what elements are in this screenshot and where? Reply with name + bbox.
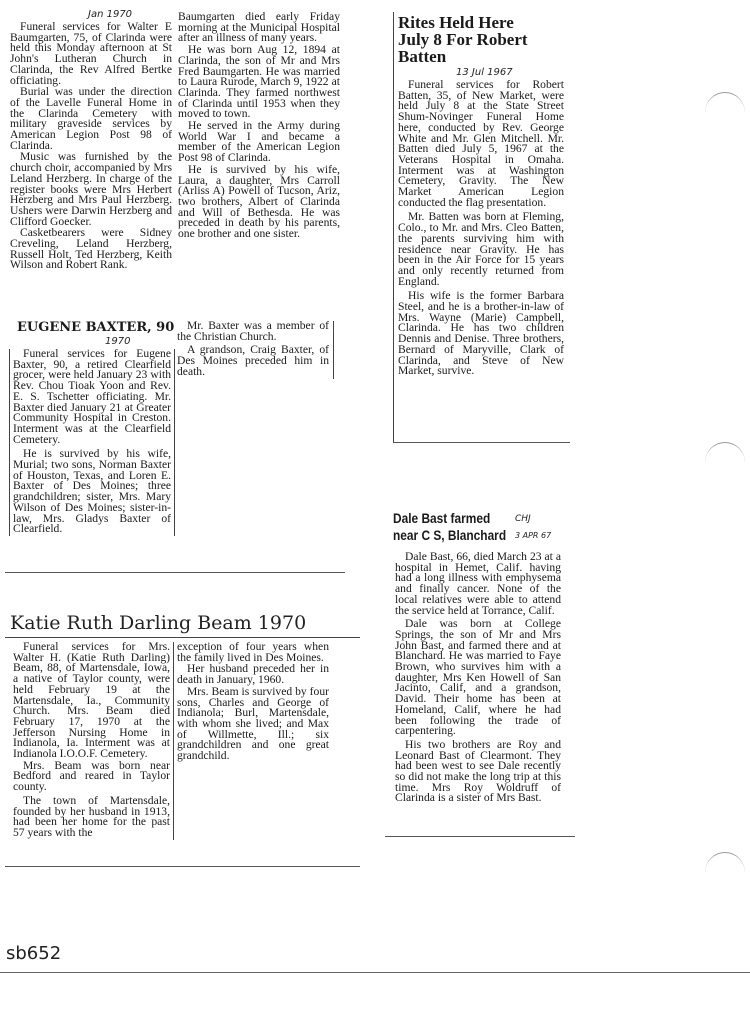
paragraph: Mr. Baxter was a member of the Christian Church. — [177, 319, 329, 343]
source-note: CHJ — [515, 514, 531, 524]
paragraph: He served in the Army during World War I and became a member of the American Legion Post 98 of Clarinda. — [178, 119, 340, 165]
paragraph: Baumgarten died early Friday morning at the Municipal Hospital after an illness of many years. — [178, 10, 340, 45]
column-1 — [10, 22, 172, 272]
headline: Rites Held Here July 8 For Robert Batten — [398, 13, 528, 66]
page-divider — [0, 972, 750, 973]
column-2 — [177, 321, 334, 379]
paragraph: The town of Martensdale, founded by her husband in 1913, had been her home for the past 57 years with the — [13, 793, 170, 839]
bast-obituary — [385, 506, 575, 837]
paragraph: Dale Bast, 66, died March 23 at a hospital in Hemet, Calif. having had a long illness with emphysema and finally cancer. None of the local relatives were able to attend the service held at Torrance, Calif. — [395, 550, 561, 617]
paragraph: Her husband preceded her in death in January, 1960. — [177, 662, 329, 687]
baumgarten-obituary — [8, 9, 353, 292]
paragraph: His wife is the former Barbara Steel, and he is a brother-in-law of Mrs. Wayne (Marie) Campbell, Clarinda. He has two children Dennis and Denise. Three brothers, Bernard of Maryville, Clark of Clarinda, and Steve of New Market, survive. — [398, 289, 564, 378]
date-note: Jan 1970 — [88, 9, 133, 20]
paragraph: Funeral services for Walter E Baumgarten, 75, of Clarinda were held this Monday afternoon at St John's Lutheran Church in Clarinda, the Rev Alfred Bertke officiating. — [10, 20, 172, 87]
paragraph: Burial was under the direction of the Lavelle Funeral Home in the Clarinda Cemetery with military graveside services by American Legion Post 98 of Clarinda. — [10, 85, 172, 152]
paragraph: exception of four years when the family lived in Des Moines. — [177, 640, 329, 664]
handwritten-title: Katie Ruth Darling Beam 1970 — [10, 612, 307, 634]
paragraph: Mr. Batten was born at Fleming, Colo., to Mr. and Mrs. Cleo Batten, the parents surviving him with residence near Gravity. He has been in the Air Force for 15 years and only recently returned from England. — [398, 210, 564, 288]
body — [395, 552, 561, 805]
column-2 — [177, 642, 329, 763]
paragraph: Music was furnished by the church choir, accompanied by Mrs Leland Herzberg. In charge of the register books were Mrs Herbert Herzberg and Mrs Paul Herzberg. Ushers were Darwin Herzberg and Clifford Goecker. — [10, 150, 172, 228]
paragraph: Funeral services for Eugene Baxter, 90, a retired Clearfield grocer, were held January 23 with Rev. Chou Tioak Yoon and Rev. E. S. Tschetter officiating. Mr. Baxter died January 21 at Greater Community Hospital in Creston. Interment was at the Clearfield Cemetery. — [13, 347, 171, 446]
paragraph: He is survived by his wife, Murial; two sons, Norman Baxter of Houston, Texas, and Loren E. Baxter of Des Moines; three grandchildren; sister, Mrs. Mary Wilson of Des Moines; sister-in-law, Mrs. Gladys Baxter of Clearfield. — [13, 447, 171, 536]
paragraph: Dale was born at College Springs, the son of Mr and Mrs John Bast, and farmed there and at Blanchard. He was married to Faye Brown, who survives him with a daughter, Mrs Ken Howell of San Jacinto, Calif, and a grandson, David. Their home has been at Homeland, Calif, where he had been following the trade of carpentering. — [395, 617, 561, 738]
date-note: 3 APR 67 — [515, 531, 552, 540]
paragraph: He was born Aug 12, 1894 at Clarinda, the son of Mr and Mrs Fred Baumgarten. He was married to Laura Rurode, March 9, 1922 at Clarinda. They farmed northwest of Clarinda until 1953 when they moved to town. — [178, 43, 340, 121]
page-note: sb652 — [6, 943, 62, 964]
paragraph: He is survived by his wife, Laura, a daughter, Mrs Carroll (Arliss A) Powell of Tucson, Ariz, two brothers, Albert of Clarinda and Will of Bethesda. He was preceded in death by his parents, one brother and one sister. — [178, 162, 340, 241]
paragraph: His two brothers are Roy and Leonard Bast of Clearmont. They had been west to see Dale recently so did not make the long trip at this time. Mrs Roy Woldruff of Clarinda is a sister of Mrs Bast. — [395, 737, 561, 805]
paragraph: Funeral services for Mrs. Walter H. (Katie Ruth Darling) Beam, 88, of Martensdale, Iowa, a native of Taylor county, were held February 19 at the Martensdale, Ia., Community Church. Mrs. Beam died February 17, 1970 at the Jefferson Nursing Home in Indianola, Ia. Interment was at Indianola I.O.O.F. Cemetery. — [13, 640, 170, 761]
column-2 — [178, 12, 340, 241]
column-1 — [9, 349, 175, 536]
paragraph: Mrs. Beam was born near Bedford and reared in Taylor county. — [13, 758, 170, 794]
paragraph: Mrs. Beam is survived by four sons, Charles and George of Indianola; Burl, Martensdale, with whom she lived; and Max of Willmette, Ill.; six grandchildren and one great grandchild. — [177, 684, 329, 763]
beam-obituary — [5, 610, 360, 867]
batten-obituary — [393, 12, 570, 443]
column-1 — [13, 642, 174, 840]
paragraph: A grandson, Craig Baxter, of Des Moines preceded him in death. — [177, 343, 329, 378]
punch-hole-mark — [705, 852, 745, 893]
date-note: 13 Jul 1967 — [456, 67, 513, 78]
body — [398, 80, 564, 378]
paragraph: Casketbearers were Sidney Creveling, Leland Herzberg, Russell Holt, Ted Herzberg, Keith Wilson and Robert Rank. — [10, 226, 172, 272]
divider — [5, 637, 360, 638]
punch-hole-mark — [705, 442, 745, 483]
headline: Dale Bast farmed near C S, Blanchard — [393, 510, 507, 543]
punch-hole-mark — [705, 92, 745, 133]
baxter-obituary — [5, 318, 345, 573]
headline: EUGENE BAXTER, 90 — [17, 320, 175, 335]
date-note: 1970 — [105, 336, 131, 347]
paragraph: Funeral services for Robert Batten, 35, of New Market, were held July 8 at the State Street Shum-Novinger Funeral Home here, conducted by Rev. George White and Mr. Glen Mitchell. Mr. Batten died July 5, 1967 at the Veterans Hospital in Omaha. Interment was at Washington Cemetery, Gravity. The New Market American Legion conducted the flag presentation. — [398, 78, 564, 209]
